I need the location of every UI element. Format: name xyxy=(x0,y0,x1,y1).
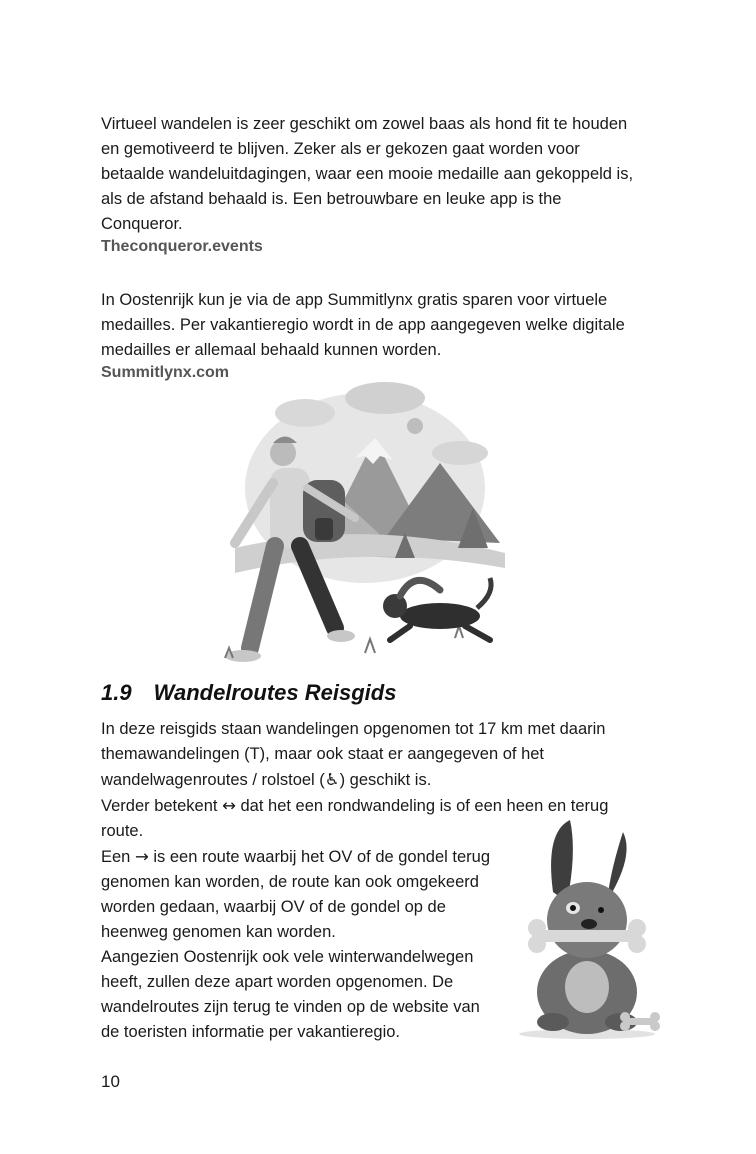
section-heading xyxy=(101,680,396,706)
page-number: 10 xyxy=(101,1072,120,1091)
text-line: Conqueror. xyxy=(101,215,183,233)
text-fragment: Verder betekent xyxy=(101,797,223,815)
text-line: en gemotiveerd te blijven. Zeker als er gekozen gaat worden voor xyxy=(101,140,580,158)
text-line: medailles er allemaal behaald kunnen worden. xyxy=(101,341,442,359)
dog-with-bone-illustration xyxy=(515,812,665,1042)
conqueror-link[interactable]: Theconqueror.events xyxy=(101,238,263,255)
summitlynx-paragraph xyxy=(101,288,661,363)
hiker-with-dog-illustration xyxy=(215,368,515,668)
text-line: Aangezien Oostenrijk ook vele winterwandelwegen xyxy=(101,948,474,966)
section-title: Wandelroutes Reisgids xyxy=(153,680,397,705)
text-line: In deze reisgids staan wandelingen opgenomen tot 17 km met daarin xyxy=(101,720,606,738)
round-trip-arrow-icon: ↔ xyxy=(222,796,236,815)
text-line xyxy=(101,767,661,793)
text-fragment: dat het een rondwandeling is of een heen en terug xyxy=(235,797,609,815)
summitlynx-link[interactable]: Summitlynx.com xyxy=(101,364,230,381)
text-fragment: ) geschikt is. xyxy=(339,771,432,789)
text-line: In Oostenrijk kun je via de app Summitlynx gratis sparen voor virtuele xyxy=(101,291,608,309)
text-line: genomen kan worden, de route kan ook omgekeerd xyxy=(101,873,479,891)
text-line: themawandelingen (T), maar ook staat er aangegeven of het xyxy=(101,745,545,763)
text-line: worden gedaan, waarbij OV of de gondel op de xyxy=(101,898,446,916)
text-line: heeft, zullen deze apart worden opgenomen. De xyxy=(101,973,454,991)
one-way-arrow-icon: → xyxy=(134,847,149,866)
text-fragment: wandelwagenroutes / rolstoel ( xyxy=(101,771,325,789)
text-fragment: is een route waarbij het OV of de gondel terug xyxy=(148,848,490,866)
section-number: 1.9 xyxy=(101,680,132,705)
text-line: Virtueel wandelen is zeer geschikt om zowel baas als hond fit te houden xyxy=(101,115,628,133)
text-line: wandelroutes zijn terug te vinden op de website van xyxy=(101,998,480,1016)
text-line: route. xyxy=(101,822,144,840)
intro-paragraph-virtual-walking xyxy=(101,112,661,237)
text-line: als de afstand behaald is. Een betrouwbare en leuke app is the xyxy=(101,190,562,208)
text-line: betaalde wandeluitdagingen, waar een mooie medaille aan gekoppeld is, xyxy=(101,165,634,183)
text-line: medailles. Per vakantieregio wordt in de app aangegeven welke digitale xyxy=(101,316,625,334)
text-line: de toeristen informatie per vakantieregio. xyxy=(101,1023,400,1041)
text-fragment: Een xyxy=(101,848,135,866)
wheelchair-icon: ♿ xyxy=(324,770,340,789)
text-line: heenweg genomen kan worden. xyxy=(101,923,336,941)
